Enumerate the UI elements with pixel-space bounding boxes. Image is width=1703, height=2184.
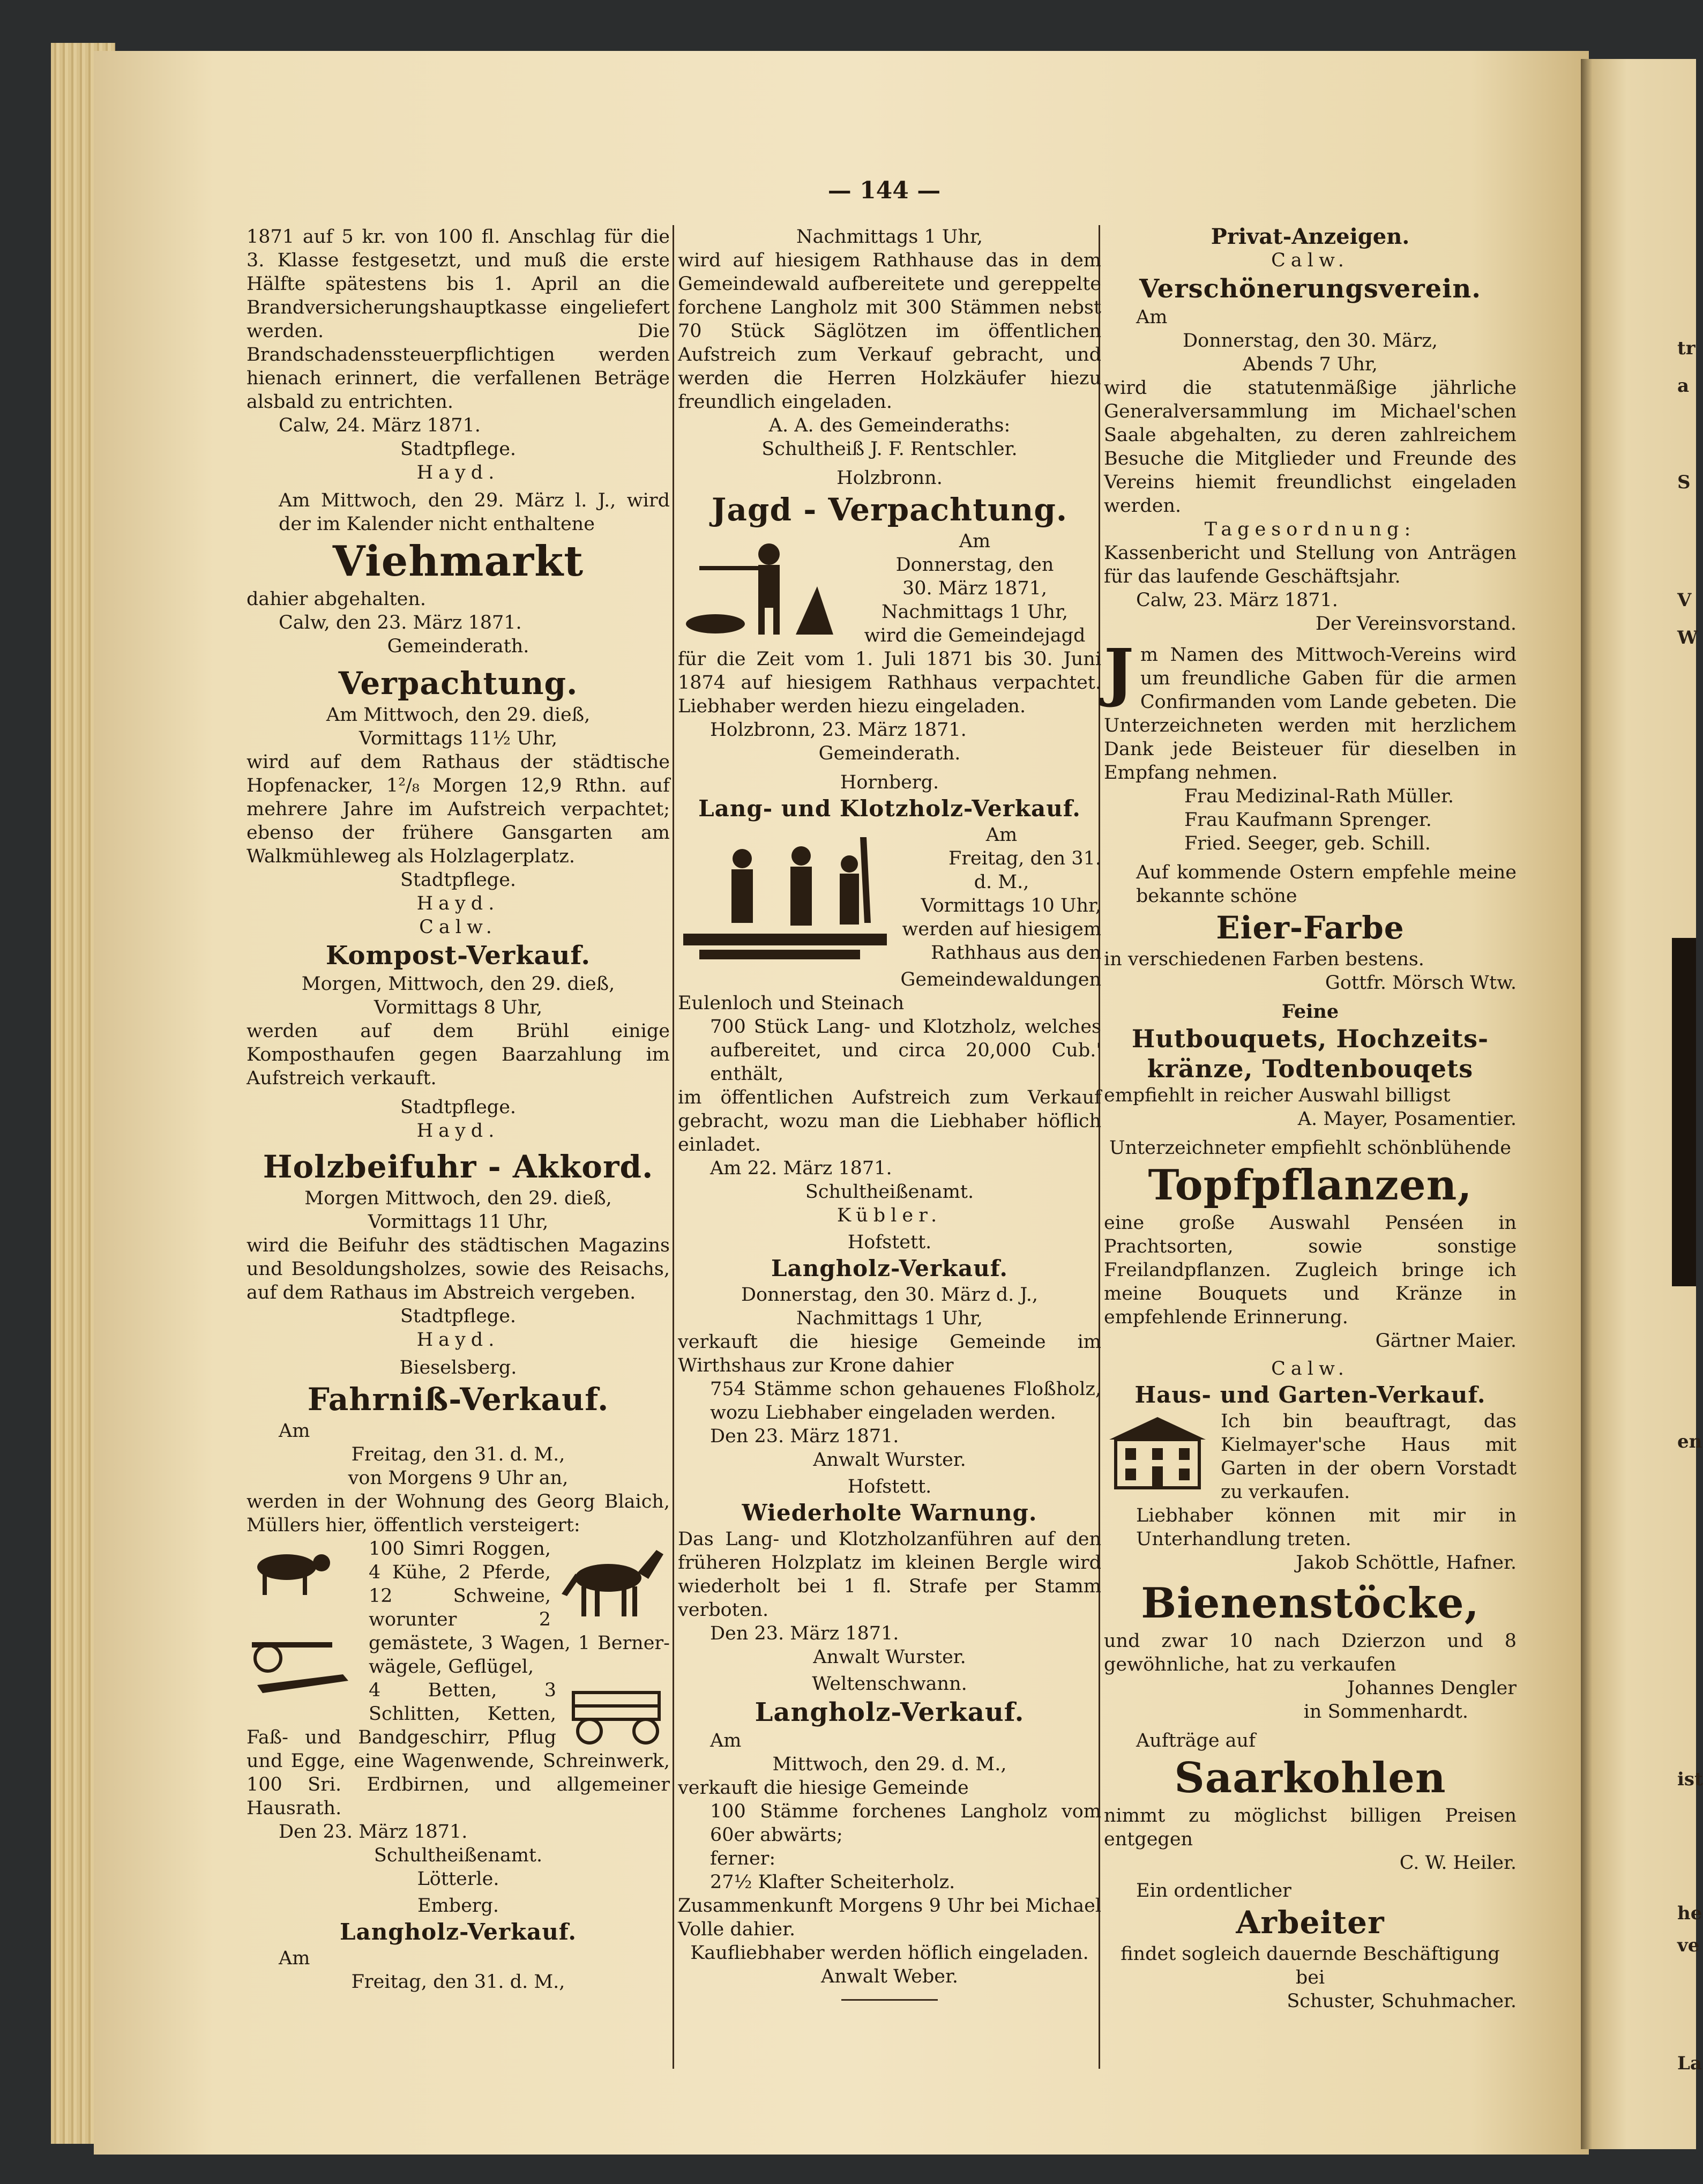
notice-text: Donnerstag, den [895,554,1054,576]
place-name: Calw. [419,916,497,938]
notice-text: Eulenloch und Steinach [678,993,905,1014]
agenda-heading: Tagesordnung: [1204,519,1416,540]
notice-text: Zusammenkunft Morgens 9 Uhr bei Michael Volle dahier. [678,1895,1101,1940]
notice-text: wird die Gemeindejagd [864,625,1086,646]
next-page-fragment: a [1677,375,1690,397]
notice-text: Nachmittags 1 Uhr, [796,1308,983,1329]
ad-subheading: Feine [1281,1001,1339,1023]
notice-text: von Morgens 9 Uhr an, [348,1467,569,1489]
notice-text: Am [1136,307,1168,328]
notice-text: Morgen, Mittwoch, den 29. dieß, [301,973,615,995]
signature: Jakob Schöttle, Hafner. [1296,1552,1517,1574]
signature: Schultheißenamt. [805,1181,974,1203]
ad-headline: Langholz-Verkauf. [339,1919,577,1945]
place-name: Calw. [1271,250,1349,271]
ad-headline: Wiederholte Warnung. [742,1500,1037,1526]
signature: Stadtpflege. [400,1306,517,1327]
notice-text: Kaufliebhaber werden höflich eingeladen. [690,1942,1089,1964]
next-page-fragment: S [1677,472,1691,493]
ad-headline: Langholz-Verkauf. [771,1255,1008,1281]
notice-text: m Namen des Mittwoch-Vereins wird um freundliche Gaben für die armen Confirmanden vom Lande gebeten. Die Unterzeichneten werden mit herzlichem Dank jede Beisteuer für dieselben in Empfang nehmen. [1104,644,1517,784]
signature: Hayd. [416,1329,500,1351]
signature: Frau Kaufmann Sprenger. [1184,809,1432,831]
notice-text: Freitag, den 31. d. M., [351,1971,565,1993]
farm-animals-illustration [247,1540,359,1701]
notice-text: werden auf dem Brühl einige Komposthaufen gegen Baarzahlung im Aufstreich verkauft. [247,1020,670,1089]
signature: Hayd. [416,462,500,483]
section-heading: Privat-Anzeigen. [1211,224,1410,249]
next-page-fragment: he [1677,1903,1702,1924]
notice-text: für die Zeit vom 1. Juli 1871 bis 30. Juni 1874 auf hiesigem Rathhaus verpachtet. Liebhaber werden hiezu eingeladen. [678,649,1101,717]
notice-text: Donnerstag, den 30. März d. J., [741,1284,1038,1306]
column-1 [247,225,670,1994]
ad-headline: Kompost-Verkauf. [325,941,591,971]
notice-text: wird die statutenmäßige jährliche Generalversammlung im Michael'schen Saale abgehalten, zu deren zahlreichem Besuche die Mitglieder und Freunde des Vereins hiemit freundlichst eingeladen werden. [1104,377,1517,517]
notice-date: Den 23. März 1871. [710,1623,899,1644]
ad-headline: Topfpflanzen, [1148,1161,1473,1210]
notice-text: 4 Betten, 3 Schlitten, Ketten, Faß- und Bandgeschirr, Pflug und Egge, eine Wagenwende, Schreinwerk, 100 Sri. Erdbirnen, und allgemeiner Hausrath. [247,1680,670,1819]
notice-text: Liebhaber können mit mir in Unterhandlung treten. [1136,1505,1517,1550]
notice-text: 100 Stämme forchenes Langholz vom 60er abwärts; [710,1801,1101,1846]
notice-text: Gemeindewaldungen [900,969,1101,990]
notice-text: 27½ Klafter Scheiterholz. [710,1872,955,1893]
notice-text: Unterzeichneter empfiehlt schönblühende [1109,1137,1511,1159]
notice-text: Mittwoch, den 29. d. M., [772,1754,1007,1775]
notice-text: wird die Beifuhr des städtischen Magazins und Besoldungsholzes, sowie des Reisachs, auf dem Rathaus im Abstreich vergeben. [247,1235,670,1303]
signature: Anwalt Wurster. [813,1449,966,1471]
signature: Frau Medizinal-Rath Müller. [1184,786,1454,807]
ad-headline: Hutbouquets, Hochzeits- [1131,1024,1489,1053]
ad-headline: Holzbeifuhr - Akkord. [263,1149,654,1185]
notice-text: Abends 7 Uhr, [1243,354,1378,375]
notice-text: wird auf hiesigem Rathhause das in dem Gemeindewald aufbereitete und gereppelte forchene Langholz mit 300 Stämmen nebst 70 Stück Säglötzen im öffentlichen Aufstreich zum Verkauf gebracht, und werden die Herren Holzkäufer hiezu freundlich eingeladen. [678,250,1101,413]
place-name: Bieselsberg. [399,1357,517,1378]
notice-text: Nachmittags 1 Uhr, [796,226,983,248]
ad-headline: Verpachtung. [338,665,578,702]
notice-text: Rathhaus aus den [931,942,1101,964]
signature: Der Vereinsvorstand. [1315,613,1517,635]
notice-text: und zwar 10 nach Dzierzon und 8 gewöhnliche, hat zu verkaufen [1104,1630,1517,1675]
notice-text: im öffentlichen Aufstreich zum Verkauf gebracht, wozu man die Liebhaber höflich einladet. [678,1087,1101,1156]
signature: Stadtpflege. [400,1097,517,1118]
notice-date: Calw, 24. März 1871. [279,415,481,436]
notice-text: Vormittags 11½ Uhr, [358,728,558,749]
notice-date: Den 23. März 1871. [710,1426,899,1447]
signature: Stadtpflege. [400,438,517,460]
place-name: Hornberg. [840,772,939,793]
end-rule [841,1999,938,2001]
notice-text: Morgen Mittwoch, den 29. dieß, [304,1188,612,1209]
place-name: Calw. [1271,1358,1349,1380]
signature: Gottfr. Mörsch Wtw. [1325,972,1517,994]
signature: A. A. des Gemeinderaths: [768,415,1011,436]
notice-text: wird auf dem Rathaus der städtische Hopfenacker, 1²/₈ Morgen 12,9 Rthn. auf mehrere Jahre im Aufstreich verpachtet; ebenso der frühere Gansgarten am Walkmühleweg als Holzlagerplatz. [247,751,670,867]
signature: in Sommenhardt. [1303,1701,1468,1723]
place-name: Weltenschwann. [812,1673,967,1695]
signature: Schultheißenamt. [374,1845,543,1866]
page-number: — 144 — [827,177,941,204]
notice-text: d. M., [974,871,1029,893]
notice-text: ferner: [710,1848,776,1869]
notice-text: Auf kommende Ostern empfehle meine bekannte schöne [1136,862,1517,907]
notice-text: Freitag, den 31. d. M., [351,1444,565,1465]
notice-text: verkauft die hiesige Gemeinde im Wirthshaus zur Krone dahier [678,1331,1101,1376]
next-page-black-bar [1672,938,1696,1286]
notice-text: in verschiedenen Farben bestens. [1104,949,1424,970]
signature: Hayd. [416,893,500,914]
signature: Hayd. [416,1120,500,1142]
signature: Fried. Seeger, geb. Schill. [1184,833,1431,854]
place-name: Emberg. [417,1895,499,1917]
notice-date: Am 22. März 1871. [710,1158,892,1179]
notice-text: Am Mittwoch, den 29. März l. J., wird der im Kalender nicht enthaltene [279,490,670,535]
notice-text: Am Mittwoch, den 29. dieß, [326,704,591,726]
notice-text: Kassenbericht und Stellung von Anträgen für das laufende Geschäftsjahr. [1104,542,1517,587]
notice-text: findet sogleich dauernde Beschäftigung bei [1121,1943,1500,1988]
ad-headline: Eier-Farbe [1216,910,1405,946]
ad-headline: Fahrniß-Verkauf. [307,1381,609,1418]
woodcutters-illustration [678,826,892,966]
ad-headline: Saarkohlen [1174,1754,1446,1802]
next-page-fragment: ist [1677,1769,1703,1790]
column-rule [673,225,674,2069]
notice-text: Am [279,1948,310,1969]
signature: Schuster, Schuhmacher. [1287,1991,1517,2012]
notice-text: empfiehlt in reicher Auswahl billigst [1104,1085,1451,1106]
notice-text: Ich bin beauftragt, das Kielmayer'sche Haus mit Garten in der obern Vorstadt zu verkaufen. [1221,1411,1517,1503]
column-3 [1104,225,1517,2013]
notice-text: dahier abgehalten. [247,588,427,610]
next-page-fragment: W [1677,627,1698,649]
ad-headline: Verschönerungsverein. [1139,274,1482,304]
next-page-fragment: ve [1677,1935,1700,1956]
next-page-fragment: La [1677,2053,1702,2074]
signature: Kübler. [836,1205,943,1226]
notice-text: 700 Stück Lang- und Klotzholz, welches aufbereitet, und circa 20,000 Cub.' enthält, [710,1016,1101,1085]
notice-text: Donnerstag, den 30. März, [1183,330,1438,352]
notice-text: eine große Auswahl Penséen in Prachtsorten, sowie sonstige Freilandpflanzen. Zugleich bringe ich meine Bouquets und Kränze in empfehlende Erinnerung. [1104,1212,1517,1328]
ad-headline: Langholz-Verkauf. [755,1697,1025,1727]
notice-text: werden in der Wohnung des Georg Blaich, Müllers hier, öffentlich versteigert: [247,1491,670,1536]
next-page-fragment: tr [1677,338,1695,359]
notice-text: Am [959,531,991,552]
notice-text: 30. März 1871, [902,578,1047,599]
notice-text: nimmt zu möglichst billigen Preisen entgegen [1104,1805,1517,1850]
signature: Gemeinderath. [387,636,529,657]
notice-date: Holzbronn, 23. März 1871. [710,719,967,741]
notice-text: werden auf hiesigem [902,919,1101,940]
notice-text: 100 Simri Roggen, 4 Kühe, 2 Pferde, 12 Schweine, worunter 2 gemästete, 3 Wagen, 1 Berner-wägele, Geflügel, [369,1538,670,1678]
place-name: Holzbronn. [836,467,943,489]
next-page-fragment: V [1677,590,1692,611]
signature: Schultheiß J. F. Rentschler. [761,438,1018,460]
place-name: Hofstett. [847,1476,932,1497]
ad-headline: Bienenstöcke, [1141,1579,1480,1628]
horse-icon [557,1540,670,1621]
ad-headline: Jagd - Verpachtung. [711,491,1068,528]
ad-headline: Haus- und Garten-Verkauf. [1134,1382,1486,1408]
notice-text: verkauft die hiesige Gemeinde [678,1777,969,1799]
ad-headline: Arbeiter [1236,1904,1385,1941]
notice-text: Vormittags 8 Uhr, [374,997,543,1018]
notice-date: Calw, 23. März 1871. [1136,590,1338,611]
wagon-icon [563,1682,670,1746]
notice-text: Aufträge auf [1136,1730,1256,1751]
signature: Gemeinderath. [818,743,961,764]
signature: Stadtpflege. [400,869,517,891]
house-illustration [1104,1413,1211,1493]
ad-headline: Viehmarkt [332,537,584,586]
column-2 [678,225,1101,2011]
notice-text: 1871 auf 5 kr. von 100 fl. Anschlag für die 3. Klasse festgesetzt, und muß die erste Hälfte spätestens bis 1. April an die Brandversicherungshauptkasse eingeliefert werden. Die Brandschadenssteuerpflichtigen werden hienach erinnert, die verfallenen Beträge alsbald zu entrichten. [247,226,670,413]
notice-date: Den 23. März 1871. [279,1821,468,1843]
drop-cap: J [1104,635,1134,709]
signature: Johannes Dengler [1347,1678,1517,1699]
notice-text: 754 Stämme schon gehauenes Floßholz, wozu Liebhaber eingeladen werden. [710,1378,1101,1423]
next-page-fragment: en [1677,1431,1702,1452]
notice-text: Vormittags 10 Uhr, [921,895,1101,916]
notice-text: Am [710,1730,742,1751]
notice-text: Am [279,1420,310,1442]
signature: Lötterle. [417,1868,499,1890]
notice-text: Das Lang- und Klotzholzanführen auf den früheren Holzplatz im kleinen Bergle wird wiederholt bei 1 fl. Strafe per Stamm verboten. [678,1529,1101,1621]
place-name: Hofstett. [847,1232,932,1253]
ad-headline: Lang- und Klotzholz-Verkauf. [698,795,1081,822]
signature: Anwalt Weber. [821,1966,958,1987]
signature: Anwalt Wurster. [813,1646,966,1668]
signature: C. W. Heiler. [1399,1852,1517,1874]
signature: A. Mayer, Posamentier. [1297,1108,1517,1130]
notice-text: Ein ordentlicher [1136,1880,1291,1902]
next-page-edge [1581,59,1703,2149]
notice-text: Nachmittags 1 Uhr, [882,601,1068,623]
hunter-illustration [678,533,839,640]
ad-headline: kränze, Todtenbouqets [1147,1054,1474,1083]
notice-text: Vormittags 11 Uhr, [368,1211,549,1233]
notice-date: Calw, den 23. März 1871. [279,612,522,633]
notice-text: Freitag, den 31. [948,848,1101,869]
signature: Gärtner Maier. [1375,1330,1517,1352]
notice-text: Am [985,824,1018,846]
